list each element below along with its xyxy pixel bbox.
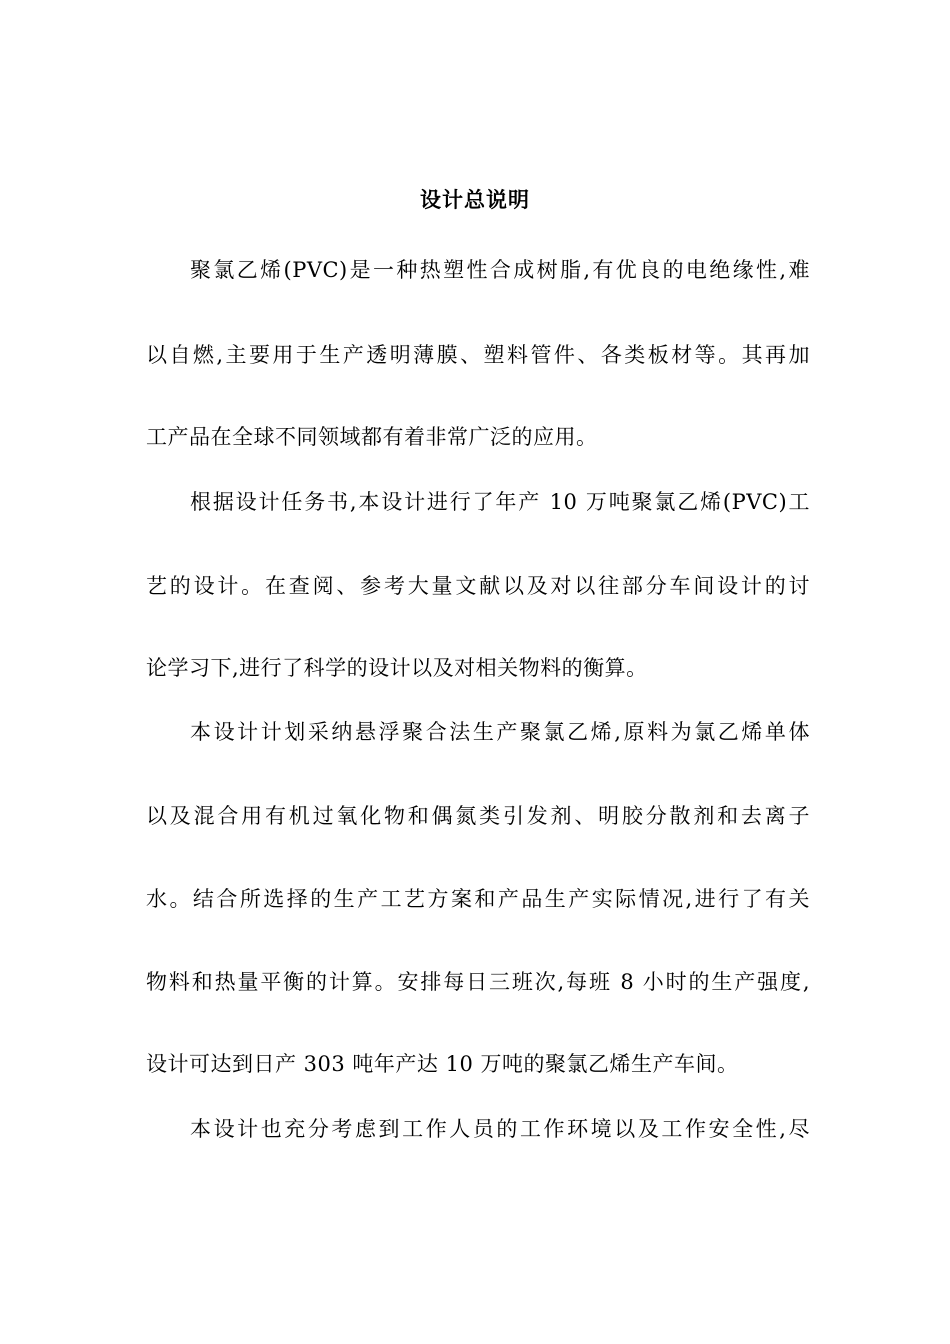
paragraph-3-line-2: 以及混合用有机过氧化物和偶氮类引发剂、明胶分散剂和去离子 <box>146 804 810 828</box>
paragraph-2-line-1: 根据设计任务书,本设计进行了年产 10 万吨聚氯乙烯(PVC)工 <box>190 490 810 514</box>
document-title: 设计总说明 <box>420 187 530 212</box>
paragraph-1-line-1: 聚氯乙烯(PVC)是一种热塑性合成树脂,有优良的电绝缘性,难 <box>190 258 810 282</box>
paragraph-1-line-3: 工产品在全球不同领域都有着非常广泛的应用。 <box>146 425 598 449</box>
paragraph-2-line-3: 论学习下,进行了科学的设计以及对相关物料的衡算。 <box>146 656 648 680</box>
paragraph-3-line-1: 本设计计划采纳悬浮聚合法生产聚氯乙烯,原料为氯乙烯单体 <box>190 720 810 744</box>
paragraph-4-line-1: 本设计也充分考虑到工作人员的工作环境以及工作安全性,尽 <box>190 1117 810 1141</box>
paragraph-3-line-5: 设计可达到日产 303 吨年产达 10 万吨的聚氯乙烯生产车间。 <box>146 1052 739 1076</box>
paragraph-2-line-2: 艺的设计。在查阅、参考大量文献以及对以往部分车间设计的讨 <box>146 574 810 598</box>
paragraph-3-line-3: 水。结合所选择的生产工艺方案和产品生产实际情况,进行了有关 <box>146 887 810 911</box>
paragraph-3-line-4: 物料和热量平衡的计算。安排每日三班次,每班 8 小时的生产强度, <box>146 970 810 994</box>
paragraph-1-line-2: 以自燃,主要用于生产透明薄膜、塑料管件、各类板材等。其再加 <box>146 343 810 367</box>
